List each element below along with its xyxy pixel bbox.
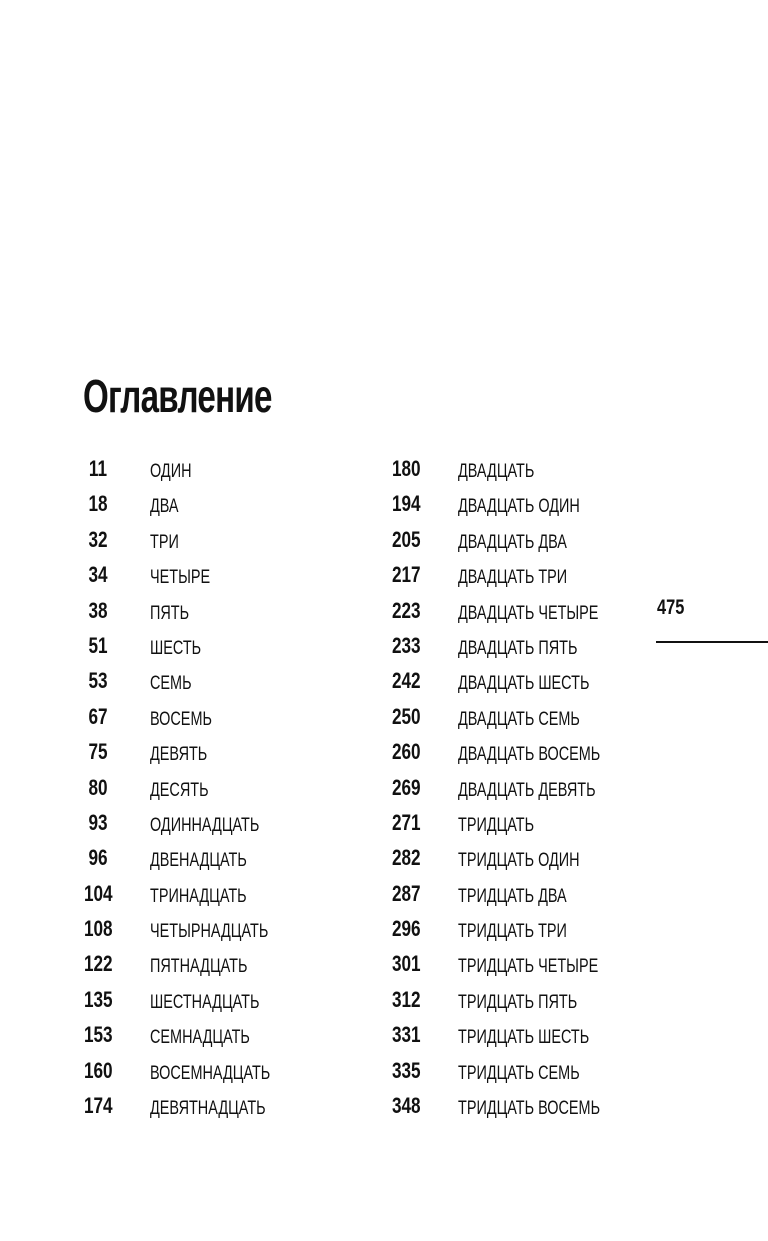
toc-page-number: 296 xyxy=(391,916,421,942)
toc-chapter-title: ТРИДЦАТЬ ДВА xyxy=(458,885,567,907)
toc-entry[interactable] xyxy=(388,877,688,912)
toc-entry[interactable] xyxy=(388,912,688,947)
toc-page-number: 93 xyxy=(88,809,108,835)
toc-page-number: 96 xyxy=(88,845,108,871)
toc-entry[interactable] xyxy=(80,735,380,770)
toc-chapter-title: ТРИДЦАТЬ xyxy=(458,814,535,836)
toc-chapter-title: ОДИННАДЦАТЬ xyxy=(150,814,260,836)
toc-page-number: 122 xyxy=(83,951,113,977)
toc-entry[interactable] xyxy=(80,947,380,982)
toc-chapter-title: ДЕСЯТЬ xyxy=(150,779,209,801)
toc-chapter-title: ДВАДЦАТЬ ПЯТЬ xyxy=(458,637,578,659)
toc-entry[interactable] xyxy=(388,594,688,629)
toc-entry[interactable] xyxy=(80,558,380,593)
toc-page-number: 160 xyxy=(83,1057,113,1083)
toc-chapter-title: ВОСЕМНАДЦАТЬ xyxy=(150,1062,271,1084)
toc-chapter-title: ДВАДЦАТЬ ЧЕТЫРЕ xyxy=(458,602,599,624)
toc-entry[interactable] xyxy=(80,487,380,522)
toc-chapter-title: ПЯТНАДЦАТЬ xyxy=(150,956,248,978)
toc-page-number: 260 xyxy=(391,739,421,765)
toc-chapter-title: ДВАДЦАТЬ ДВА xyxy=(458,531,567,553)
toc-entry[interactable] xyxy=(388,664,688,699)
toc-chapter-title: ДЕВЯТЬ xyxy=(150,744,208,766)
toc-chapter-title: ТРИДЦАТЬ ТРИ xyxy=(458,921,567,943)
toc-chapter-title: ДВЕНАДЦАТЬ xyxy=(150,850,247,872)
toc-chapter-title: ТРИДЦАТЬ ОДИН xyxy=(458,850,580,872)
toc-page-number: 34 xyxy=(88,562,108,588)
toc-chapter-title: СЕМНАДЦАТЬ xyxy=(150,1027,250,1049)
toc-column-left xyxy=(80,452,380,1124)
toc-entry[interactable] xyxy=(388,558,688,593)
toc-chapter-title: ЧЕТЫРНАДЦАТЬ xyxy=(150,921,269,943)
toc-chapter-title: ТРИ xyxy=(150,531,179,553)
toc-page-number: 18 xyxy=(88,491,108,517)
toc-entry[interactable] xyxy=(388,452,688,487)
toc-chapter-title: ДВАДЦАТЬ ШЕСТЬ xyxy=(458,673,590,695)
toc-entry[interactable] xyxy=(80,912,380,947)
toc-chapter-title: ДВАДЦАТЬ xyxy=(458,461,535,482)
toc-column-right xyxy=(388,452,688,1124)
toc-chapter-title: ДВАДЦАТЬ ТРИ xyxy=(458,567,568,589)
toc-entry[interactable] xyxy=(80,877,380,912)
toc-page-number: 80 xyxy=(88,774,108,800)
toc-chapter-title: ДВАДЦАТЬ ВОСЕМЬ xyxy=(458,744,601,766)
toc-page-number: 104 xyxy=(83,880,113,906)
toc-entry[interactable] xyxy=(80,1018,380,1053)
toc-entry[interactable] xyxy=(80,983,380,1018)
toc-entry[interactable] xyxy=(388,487,688,522)
toc-entry[interactable] xyxy=(388,947,688,982)
toc-page-number: 287 xyxy=(391,880,421,906)
toc-chapter-title: ДВАДЦАТЬ СЕМЬ xyxy=(458,708,580,730)
toc-page-number: 38 xyxy=(88,597,108,623)
toc-entry[interactable] xyxy=(388,1054,688,1089)
toc-page-number: 233 xyxy=(391,632,421,658)
toc-entry[interactable] xyxy=(80,771,380,806)
toc-page-number: 194 xyxy=(391,491,421,517)
toc-chapter-title: ОДИН xyxy=(150,461,192,482)
toc-page-number: 242 xyxy=(391,668,421,694)
toc-entry[interactable] xyxy=(388,629,688,664)
toc-page-number: 108 xyxy=(83,916,113,942)
toc-chapter-title: ТРИНАДЦАТЬ xyxy=(150,885,247,907)
toc-entry[interactable] xyxy=(80,1089,380,1124)
toc-entry[interactable] xyxy=(388,1089,688,1124)
toc-entry[interactable] xyxy=(80,523,380,558)
toc-page-number: 67 xyxy=(88,703,108,729)
toc-entry[interactable] xyxy=(80,806,380,841)
page-number: 475 xyxy=(657,596,685,619)
toc-page-number: 11 xyxy=(88,456,108,481)
toc-chapter-title: ДВА xyxy=(150,496,179,518)
toc-page-number: 153 xyxy=(83,1022,113,1048)
toc-entry[interactable] xyxy=(388,806,688,841)
toc-chapter-title: ТРИДЦАТЬ ШЕСТЬ xyxy=(458,1027,590,1049)
toc-page-number: 271 xyxy=(391,809,421,835)
toc-entry[interactable] xyxy=(388,841,688,876)
toc-entry[interactable] xyxy=(80,1054,380,1089)
toc-page-number: 269 xyxy=(391,774,421,800)
toc-chapter-title: ТРИДЦАТЬ ЧЕТЫРЕ xyxy=(458,956,599,978)
toc-entry[interactable] xyxy=(388,1018,688,1053)
toc-page-number: 205 xyxy=(391,526,421,552)
toc-chapter-title: ТРИДЦАТЬ ПЯТЬ xyxy=(458,991,578,1013)
toc-page-number: 217 xyxy=(391,562,421,588)
toc-entry[interactable] xyxy=(80,594,380,629)
toc-page-number: 174 xyxy=(83,1093,113,1119)
toc-entry[interactable] xyxy=(388,735,688,770)
toc-page-number: 312 xyxy=(391,986,421,1012)
toc-page-number: 301 xyxy=(391,951,421,977)
toc-chapter-title: ШЕСТЬ xyxy=(150,637,202,659)
toc-page-number: 331 xyxy=(391,1022,421,1048)
toc-entry[interactable] xyxy=(80,452,380,487)
toc-page-number: 250 xyxy=(391,703,421,729)
toc-page-number: 223 xyxy=(391,597,421,623)
toc-entry[interactable] xyxy=(388,523,688,558)
toc-chapter-title: СЕМЬ xyxy=(150,673,192,695)
toc-page-number: 135 xyxy=(83,986,113,1012)
toc-page-number: 335 xyxy=(391,1057,421,1083)
toc-page-number: 282 xyxy=(391,845,421,871)
toc-chapter-title: ДВАДЦАТЬ ДЕВЯТЬ xyxy=(458,779,596,801)
toc-chapter-title: ПЯТЬ xyxy=(150,602,190,624)
toc-page-number: 180 xyxy=(391,456,421,481)
toc-page-number: 348 xyxy=(391,1093,421,1119)
toc-chapter-title: ДВАДЦАТЬ ОДИН xyxy=(458,496,580,518)
toc-chapter-title: ЧЕТЫРЕ xyxy=(150,567,211,589)
toc-entry[interactable] xyxy=(80,841,380,876)
toc-entry[interactable] xyxy=(388,771,688,806)
page-number-rule xyxy=(656,641,768,643)
toc-page-number: 53 xyxy=(88,668,108,694)
toc-entry[interactable] xyxy=(80,664,380,699)
toc-entry[interactable] xyxy=(388,983,688,1018)
toc-chapter-title: ВОСЕМЬ xyxy=(150,708,212,730)
page-title: Оглавление xyxy=(83,370,272,422)
toc-page-number: 32 xyxy=(88,526,108,552)
toc-chapter-title: ТРИДЦАТЬ СЕМЬ xyxy=(458,1062,580,1084)
toc-entry[interactable] xyxy=(80,629,380,664)
toc-page-number: 75 xyxy=(88,739,108,765)
toc-chapter-title: ДЕВЯТНАДЦАТЬ xyxy=(150,1098,266,1120)
toc-entry[interactable] xyxy=(388,700,688,735)
toc-chapter-title: ШЕСТНАДЦАТЬ xyxy=(150,991,260,1013)
toc-entry[interactable] xyxy=(80,700,380,735)
toc-chapter-title: ТРИДЦАТЬ ВОСЕМЬ xyxy=(458,1098,601,1120)
toc-page-number: 51 xyxy=(88,632,108,658)
